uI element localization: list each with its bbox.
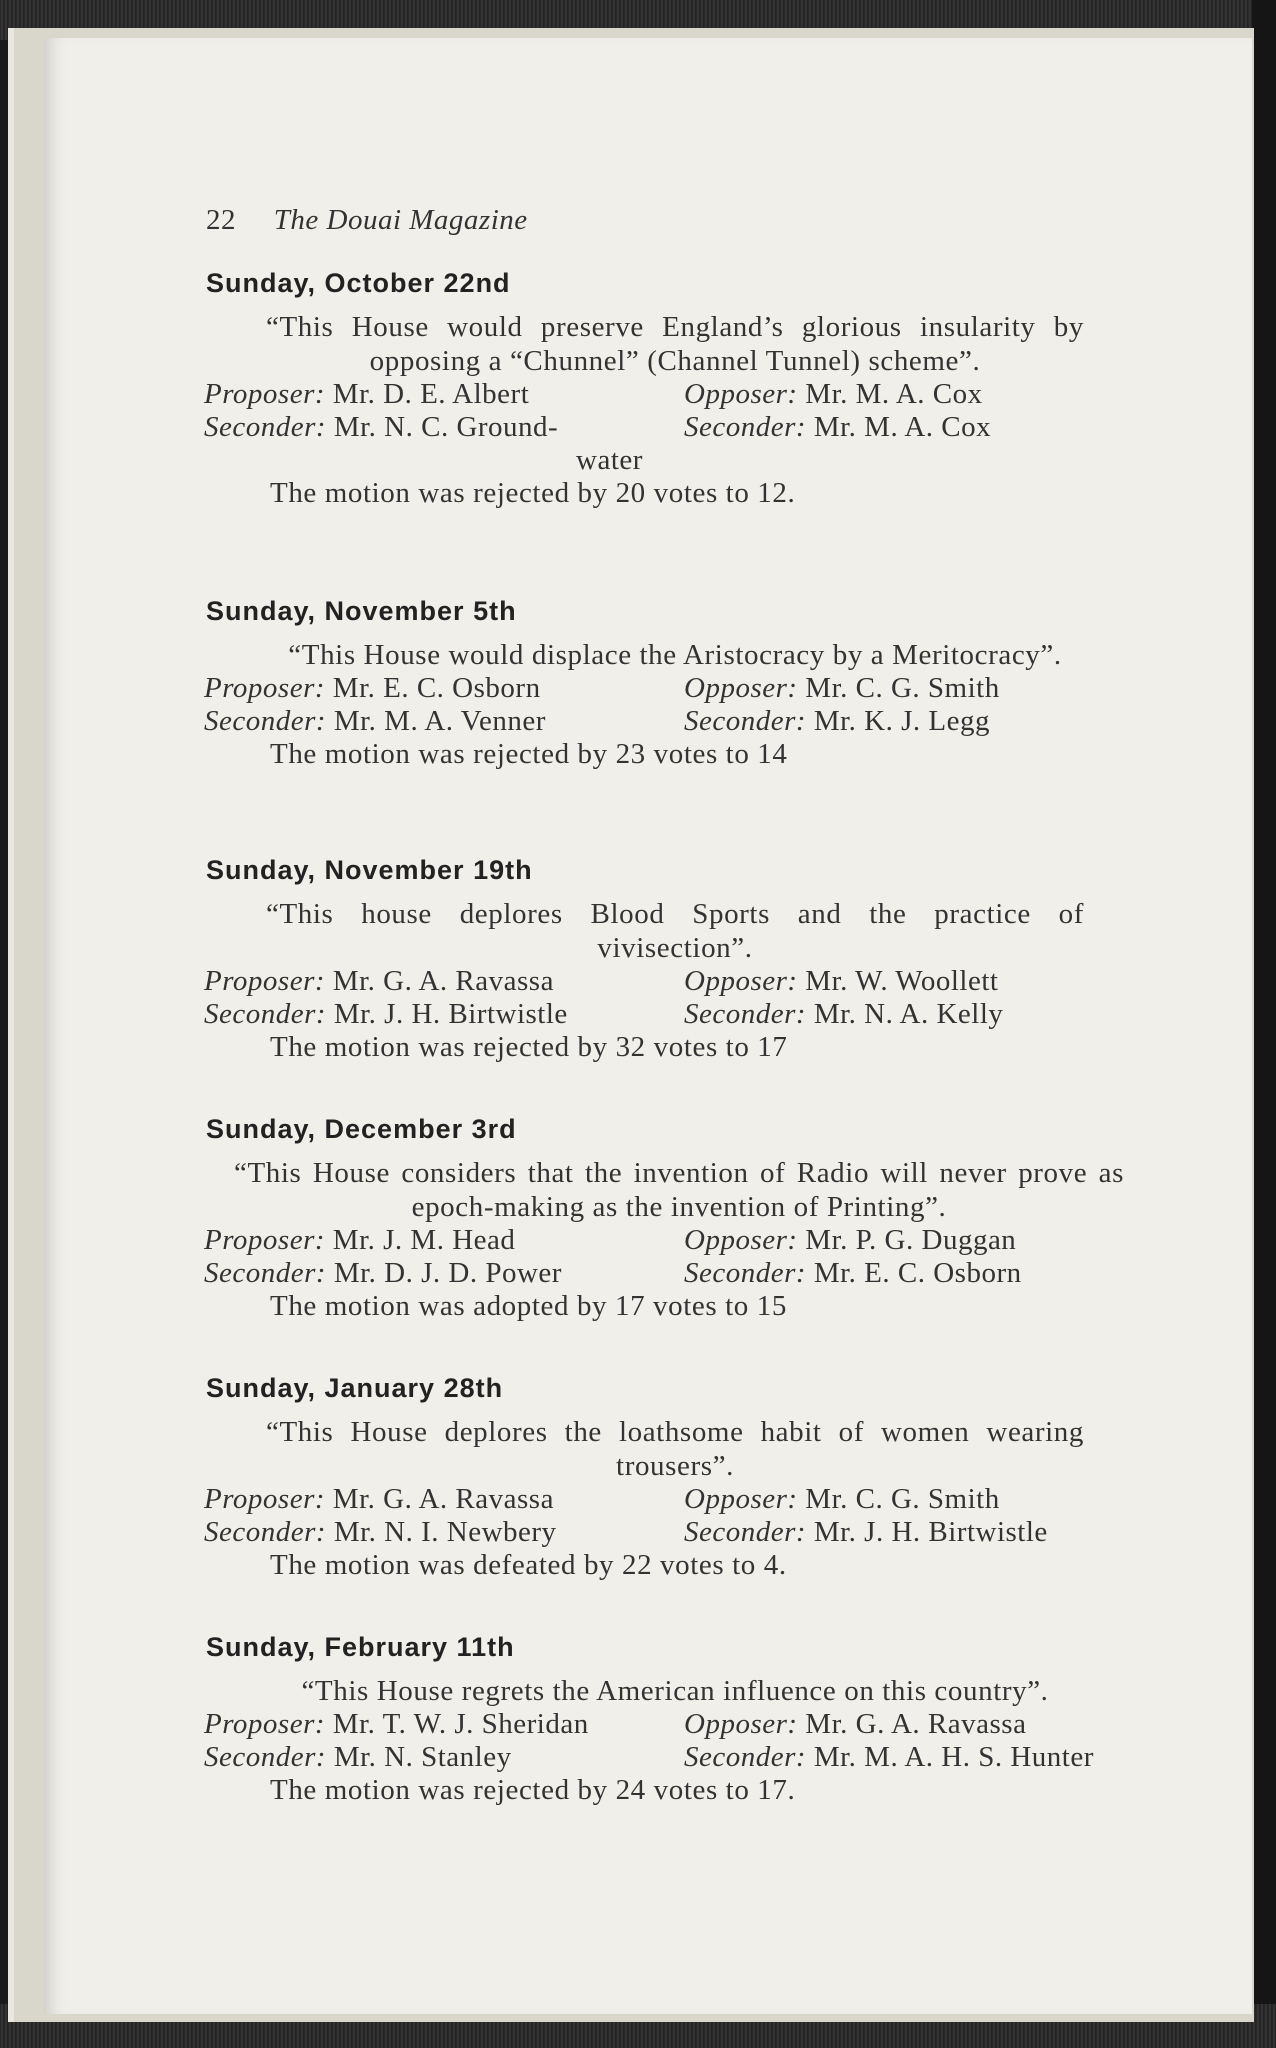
running-header [206, 204, 528, 237]
page-number: 22 [206, 204, 236, 236]
debate-motion: “This House would displace the Aristocracy by a Meritocracy”. [288, 639, 1062, 671]
seconder-row [204, 1257, 1124, 1290]
seconder-row [204, 1741, 1124, 1774]
opposer-name: Mr. M. A. Cox [805, 378, 983, 410]
proposer-seconder-name: Mr. J. H. Birtwistle [333, 998, 568, 1030]
debate-motion: “This House considers that the invention of Radio will never prove as epoch-making as the invention of Printing”. [234, 1157, 1124, 1223]
debate-motion: “This House deplores the loathsome habit of women wearing trousers”. [266, 1416, 1084, 1482]
debate-motion: “This House regrets the American influence on this country”. [301, 1675, 1049, 1707]
debate-entry [204, 268, 1124, 511]
proposer-row [204, 672, 1124, 705]
opposer-name: Mr. W. Woollett [805, 965, 999, 997]
debate-result: The motion was adopted by 17 votes to 15 [270, 1290, 787, 1322]
debate-date: Sunday, February 11th [206, 1632, 515, 1662]
seconder-row [204, 1516, 1124, 1549]
opposer-seconder-name: Mr. M. A. Cox [813, 411, 992, 443]
proposer-name: Mr. D. E. Albert [332, 378, 530, 410]
proposer-row [204, 1483, 1124, 1516]
seconder-label: Seconder: [204, 705, 327, 737]
debate-entry [204, 1632, 1124, 1808]
debate-entry [204, 596, 1124, 772]
proposer-row [204, 1224, 1124, 1257]
opposer-name: Mr. P. G. Duggan [805, 1224, 1017, 1256]
seconder-label: Seconder: [204, 1741, 327, 1773]
debate-motion: “This House would preserve England’s glorious insularity by opposing a “Chunnel” (Channel Tunnel) scheme”. [266, 311, 1084, 377]
seconder-label: Seconder: [204, 998, 327, 1030]
opposer-name: Mr. C. G. Smith [805, 672, 1000, 704]
opposer-seconder-name: Mr. E. C. Osborn [813, 1257, 1022, 1289]
opposer-label: Opposer: [684, 672, 798, 704]
seconder-row [204, 411, 1124, 444]
debate-result: The motion was rejected by 24 votes to 17. [270, 1774, 796, 1806]
proposer-row [204, 965, 1124, 998]
opposer-seconder-name: Mr. J. H. Birtwistle [813, 1516, 1048, 1548]
opposer-seconder-name: Mr. M. A. H. S. Hunter [813, 1741, 1094, 1773]
seconder-label: Seconder: [684, 1741, 807, 1773]
proposer-label: Proposer: [204, 1483, 326, 1515]
seconder-row [204, 998, 1124, 1031]
debate-entry [204, 1373, 1124, 1583]
proposer-label: Proposer: [204, 1708, 326, 1740]
proposer-name: Mr. T. W. J. Sheridan [332, 1708, 589, 1740]
proposer-seconder-name: Mr. N. Stanley [333, 1741, 512, 1773]
proposer-name: Mr. G. A. Ravassa [332, 965, 554, 997]
debate-date: Sunday, November 19th [206, 855, 533, 885]
opposer-label: Opposer: [684, 1224, 798, 1256]
opposer-label: Opposer: [684, 1483, 798, 1515]
opposer-label: Opposer: [684, 965, 798, 997]
opposer-seconder-name: Mr. N. A. Kelly [813, 998, 1004, 1030]
seconder-label: Seconder: [684, 705, 807, 737]
debate-result: The motion was rejected by 23 votes to 14 [270, 738, 788, 770]
proposer-name: Mr. J. M. Head [332, 1224, 516, 1256]
debate-result: The motion was defeated by 22 votes to 4. [270, 1549, 787, 1581]
proposer-seconder-continuation: water [576, 444, 643, 476]
proposer-seconder-name: Mr. N. I. Newbery [333, 1516, 557, 1548]
debate-motion: “This house deplores Blood Sports and the practice of vivisection”. [266, 898, 1084, 964]
seconder-label: Seconder: [684, 411, 807, 443]
debate-date: Sunday, October 22nd [206, 268, 511, 298]
proposer-row [204, 1708, 1124, 1741]
proposer-name: Mr. E. C. Osborn [332, 672, 541, 704]
proposer-seconder-name: Mr. N. C. Ground- [333, 411, 559, 443]
magazine-title: The Douai Magazine [273, 204, 528, 236]
opposer-name: Mr. C. G. Smith [805, 1483, 1000, 1515]
seconder-label: Seconder: [684, 998, 807, 1030]
proposer-label: Proposer: [204, 1224, 326, 1256]
proposer-seconder-name: Mr. D. J. D. Power [333, 1257, 562, 1289]
proposer-label: Proposer: [204, 378, 326, 410]
debate-result: The motion was rejected by 32 votes to 17 [270, 1031, 788, 1063]
seconder-label: Seconder: [204, 411, 327, 443]
book-edge-right [1252, 0, 1276, 2048]
proposer-row [204, 378, 1124, 411]
seconder-label: Seconder: [204, 1516, 327, 1548]
proposer-seconder-name: Mr. M. A. Venner [333, 705, 546, 737]
opposer-seconder-name: Mr. K. J. Legg [813, 705, 990, 737]
debate-date: Sunday, November 5th [206, 596, 517, 626]
opposer-name: Mr. G. A. Ravassa [805, 1708, 1027, 1740]
seconder-label: Seconder: [684, 1516, 807, 1548]
debate-entry [204, 855, 1124, 1065]
debate-date: Sunday, December 3rd [206, 1114, 517, 1144]
proposer-name: Mr. G. A. Ravassa [332, 1483, 554, 1515]
seconder-label: Seconder: [684, 1257, 807, 1289]
seconder-row [204, 705, 1124, 738]
seconder-label: Seconder: [204, 1257, 327, 1289]
opposer-label: Opposer: [684, 378, 798, 410]
debate-date: Sunday, January 28th [206, 1373, 504, 1403]
debate-entry [204, 1114, 1124, 1324]
proposer-label: Proposer: [204, 672, 326, 704]
opposer-label: Opposer: [684, 1708, 798, 1740]
debate-result: The motion was rejected by 20 votes to 12. [270, 477, 796, 509]
proposer-label: Proposer: [204, 965, 326, 997]
